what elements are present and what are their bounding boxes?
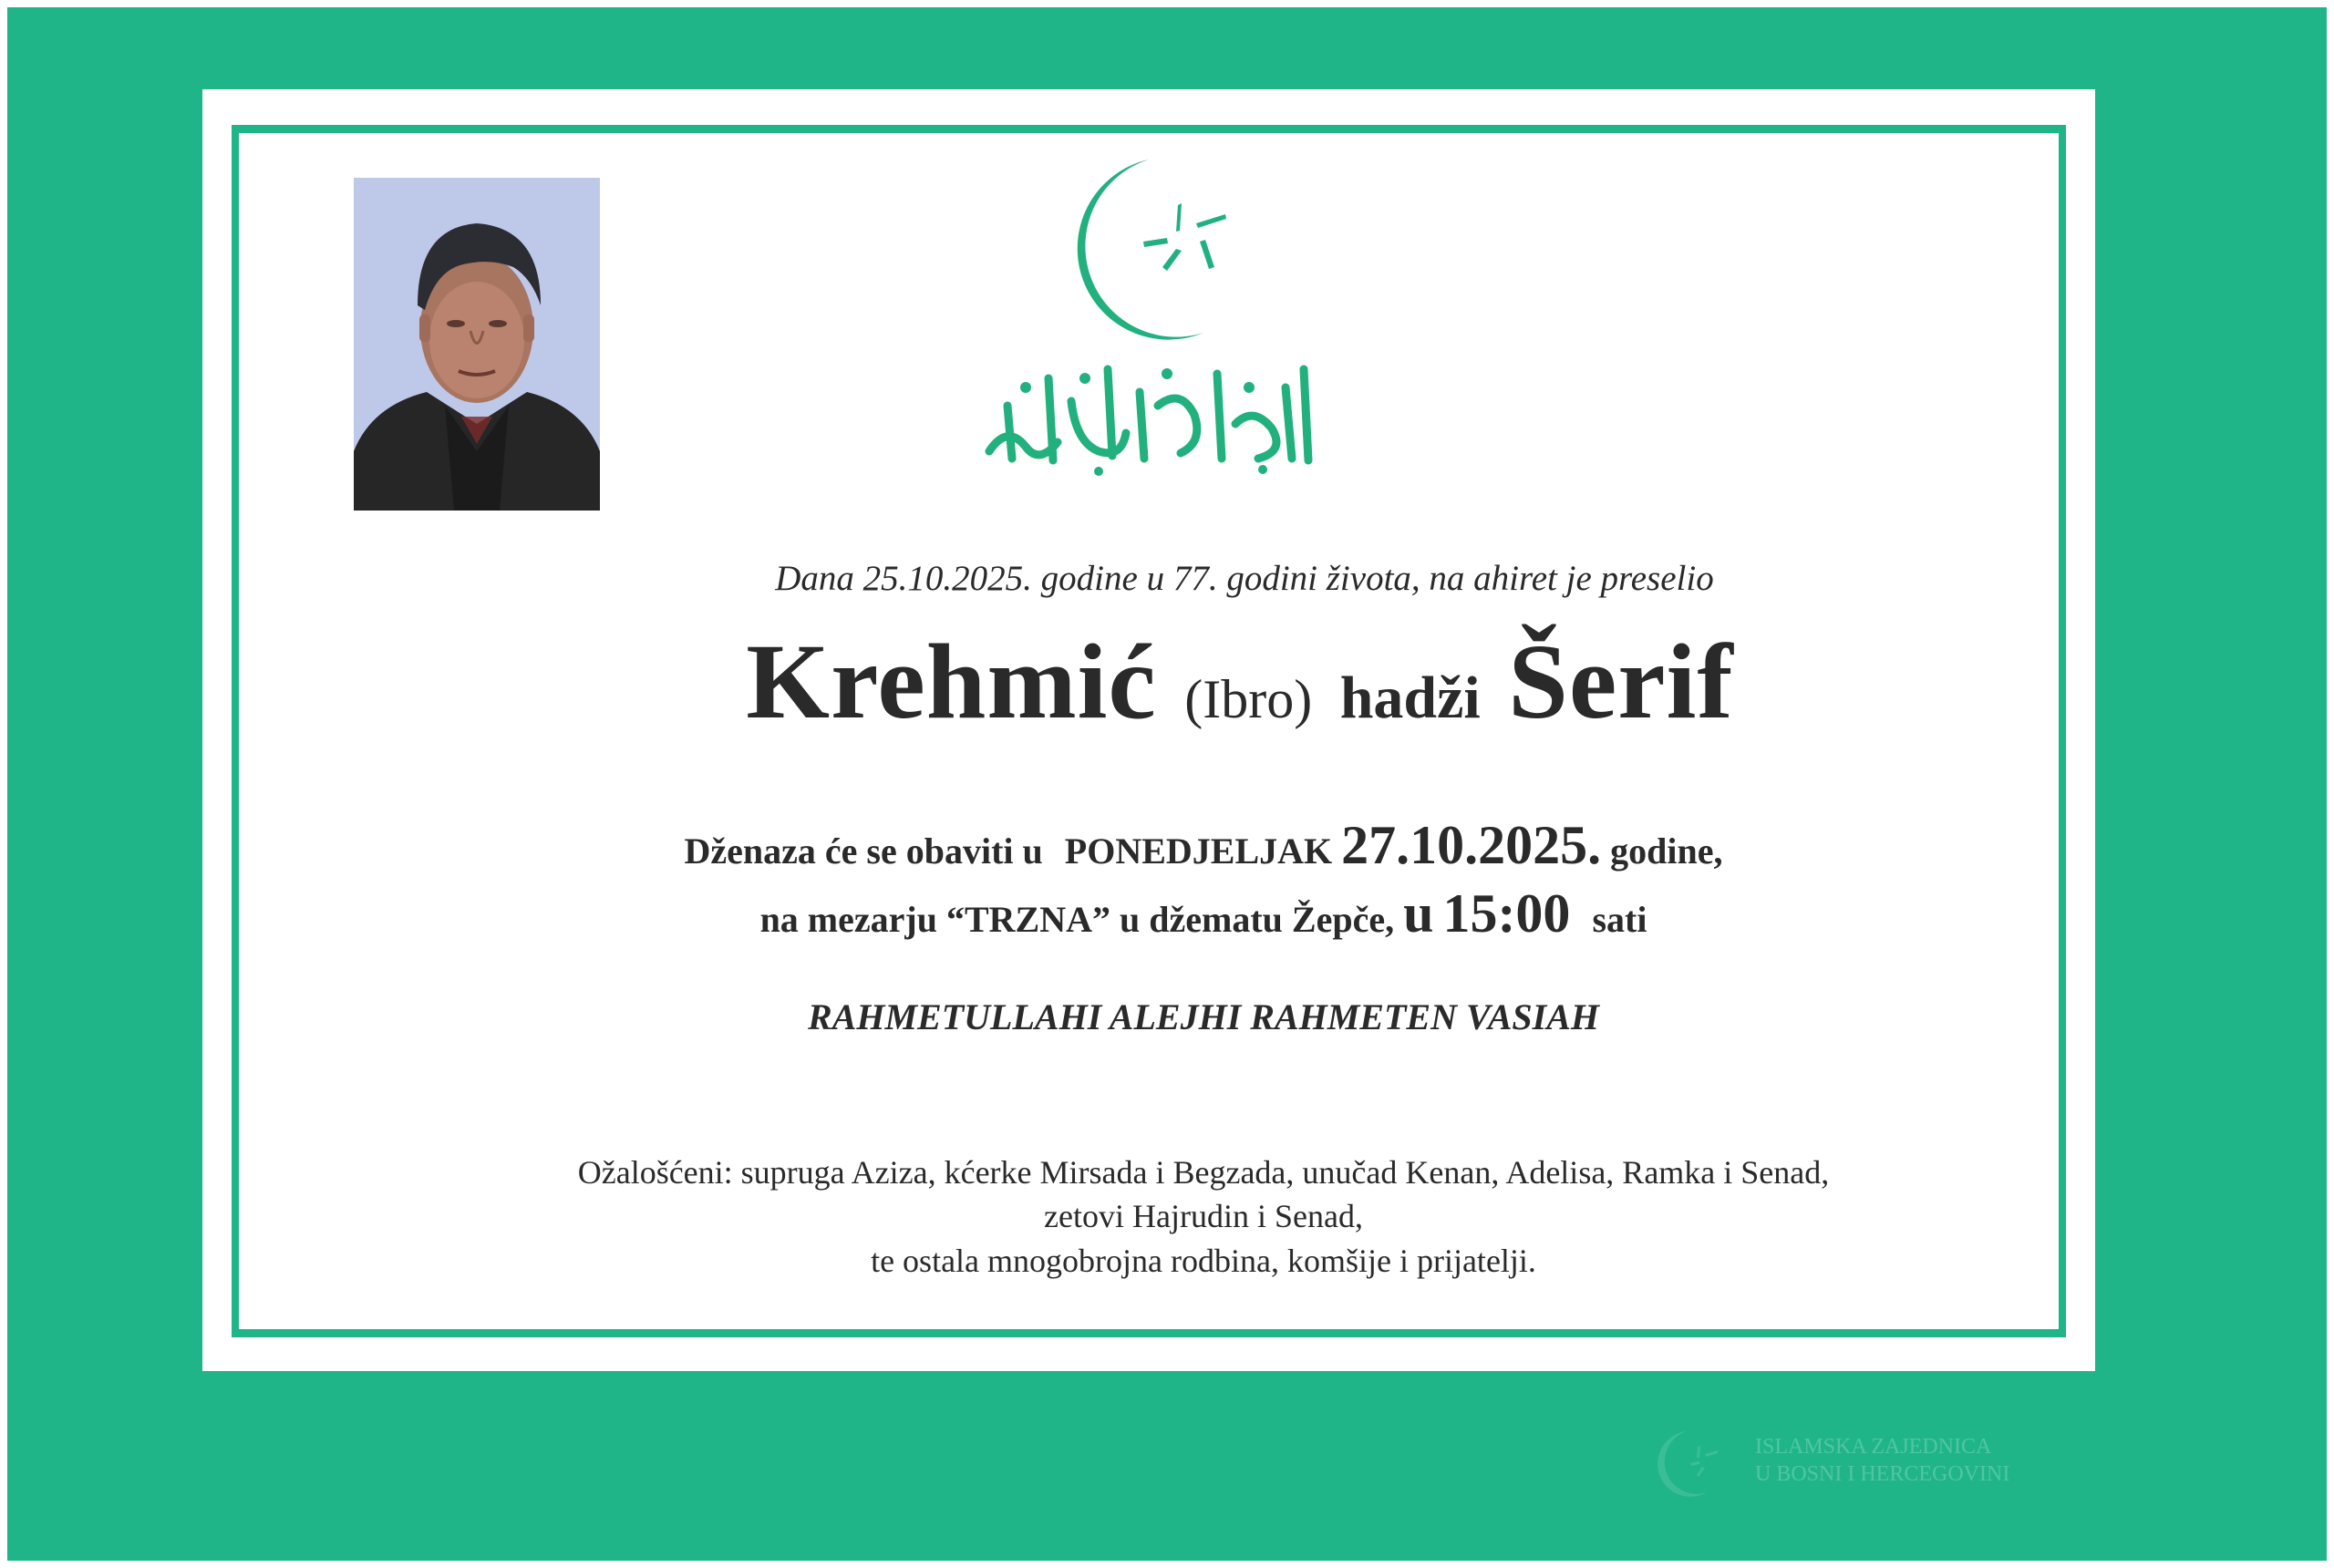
- mourners-line-2: zetovi Hajrudin i Senad,: [1044, 1198, 1363, 1234]
- place-name: “TRZNA”: [945, 899, 1110, 940]
- first-name: Šerif: [1508, 622, 1734, 741]
- deceased-name: [0, 620, 2334, 744]
- surname: Krehmić: [746, 622, 1157, 741]
- honorific-title: hadži: [1339, 665, 1481, 731]
- time-suffix: sati: [1592, 899, 1647, 940]
- crescent-star-icon: [1039, 150, 1258, 351]
- intro-text: Dana 25.10.2025. godine u 77. godini života, na ahiret je preselio: [775, 559, 1714, 598]
- watermark-line-1: ISLAMSKA ZAJEDNICA: [1755, 1435, 1992, 1459]
- funeral-date: 27.10.2025.: [1341, 815, 1602, 875]
- funeral-place-line: [0, 882, 2334, 945]
- time-prefix: u: [1403, 883, 1434, 944]
- deceased-photo: [354, 178, 600, 511]
- mourners-line-1: Ožalošćeni: supruga Aziza, kćerke Mirsada i Begzada, unučad Kenan, Adelisa, Ramka i Senad,: [577, 1154, 1830, 1191]
- funeral-day: PONEDJELJAK: [1064, 830, 1333, 872]
- arabic-calligraphy: [971, 351, 1327, 479]
- father-name: (Ibro): [1184, 669, 1313, 729]
- funeral-prefix: Dženaza će se obaviti u: [684, 830, 1043, 872]
- funeral-date-line: [0, 814, 2334, 877]
- watermark-line-2: U BOSNI I HERCEGOVINI: [1755, 1462, 2010, 1486]
- funeral-suffix: godine,: [1610, 830, 1723, 872]
- funeral-time: 15:00: [1442, 883, 1571, 944]
- watermark-text: [1755, 1433, 2009, 1488]
- mourners-line-3: te ostala mnogobrojna rodbina, komšije i prijatelji.: [871, 1243, 1536, 1279]
- place-prefix: na mezarju: [759, 899, 937, 940]
- place-mid: u džematu Žepče,: [1120, 899, 1395, 940]
- prayer-text: RAHMETULLAHI ALEJHI RAHMETEN VASIAH: [808, 996, 1599, 1037]
